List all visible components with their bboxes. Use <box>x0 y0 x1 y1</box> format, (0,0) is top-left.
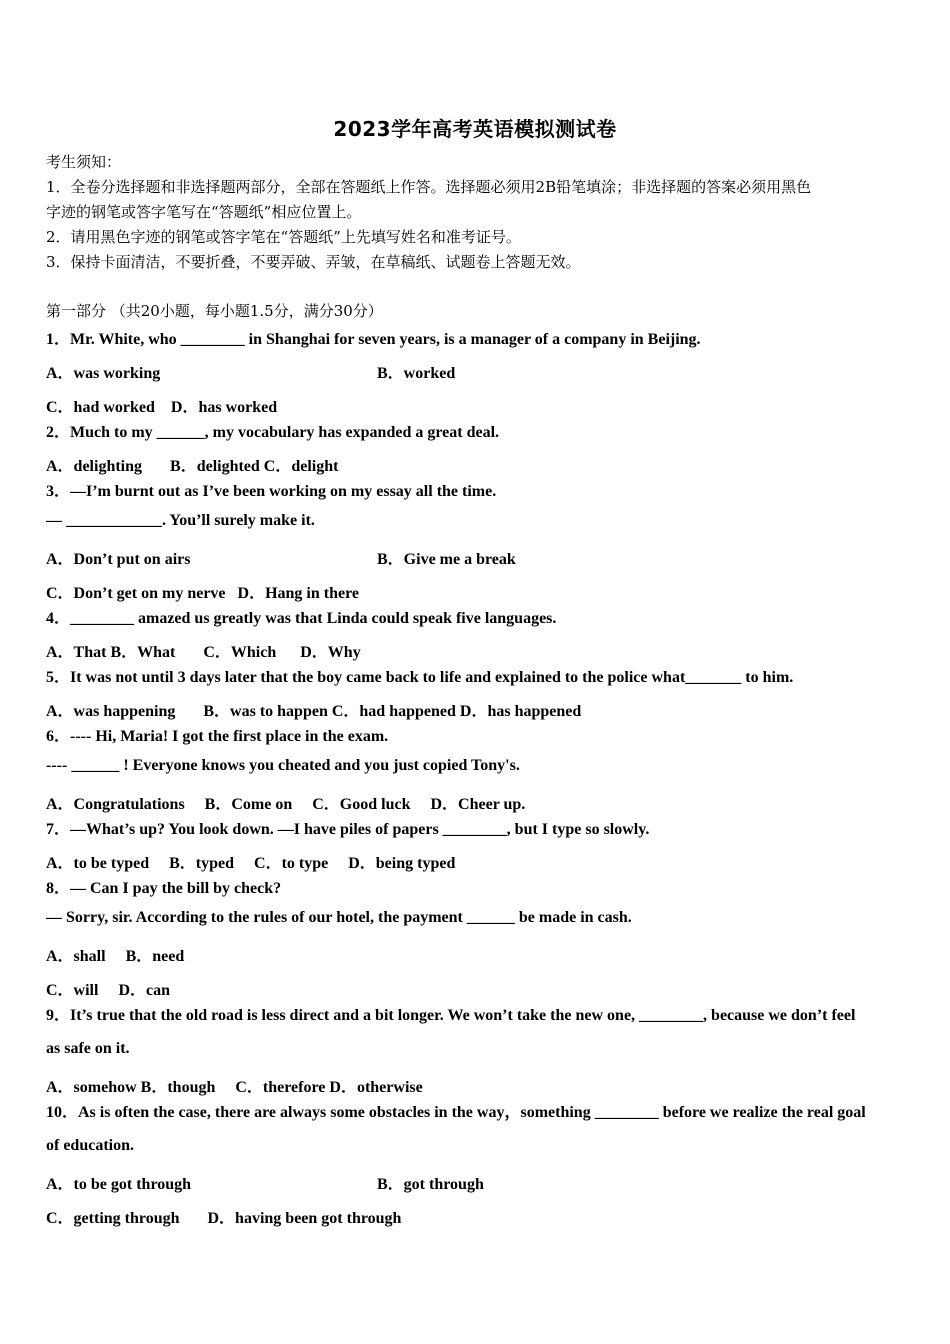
question-2-options: A．delighting B．delighted C．delight <box>46 458 339 475</box>
question-3-option-b: B．Give me a break <box>377 551 516 568</box>
question-1-options-cd: C．had worked D．has worked <box>46 399 278 416</box>
question-10-option-b: B．got through <box>377 1176 484 1193</box>
question-7-options: A．to be typed B．typed C．to type D．being typed <box>46 855 456 872</box>
question-3-option-a: A．Don’t put on airs <box>46 551 191 568</box>
question-6-stem-reply: ---- ______ ! Everyone knows you cheated and you just copied Tony's. <box>46 757 520 774</box>
notice-heading: 考生须知： <box>46 153 122 171</box>
notice-item-3: 3．保持卡面清洁，不要折叠，不要弄破、弄皱，在草稿纸、试题卷上答题无效。 <box>46 253 581 271</box>
question-8-options-ab: A．shall B．need <box>46 948 185 965</box>
question-8-options-cd: C．will D．can <box>46 982 171 999</box>
question-3-stem-reply: — ____________. You’ll surely make it. <box>46 512 315 529</box>
question-4-stem: 4．________ amazed us greatly was that Linda could speak five languages. <box>46 610 557 627</box>
question-3-options-cd: C．Don’t get on my nerve D．Hang in there <box>46 585 360 602</box>
question-5-stem: 5．It was not until 3 days later that the boy came back to life and explained to the police what_______ to him. <box>46 669 794 686</box>
question-7-stem: 7．—What’s up? You look down. —I have piles of papers ________, but I type so slowly. <box>46 821 650 838</box>
question-3-stem: 3．—I’m burnt out as I’ve been working on my essay all the time. <box>46 483 497 500</box>
question-6-stem: 6．---- Hi, Maria! I got the first place in the exam. <box>46 728 389 745</box>
page-title: 2023学年高考英语模拟测试卷 <box>333 117 617 141</box>
question-8-stem: 8．— Can I pay the bill by check? <box>46 880 282 897</box>
question-9-options: A．somehow B．though C．therefore D．otherwise <box>46 1079 423 1096</box>
notice-item-1-cont: 字迹的钢笔或答字笔写在“答题纸”相应位置上。 <box>46 203 362 221</box>
question-1-option-b: B．worked <box>377 365 456 382</box>
question-9-stem: 9．It’s true that the old road is less direct and a bit longer. We won’t take the new one, ________, because we don’t feel <box>46 1007 856 1024</box>
question-10-option-a: A．to be got through <box>46 1176 192 1193</box>
question-4-options: A．That B．What C．Which D．Why <box>46 644 361 661</box>
question-10-options-cd: C．getting through D．having been got through <box>46 1210 402 1227</box>
notice-item-2: 2．请用黑色字迹的钢笔或答字笔在“答题纸”上先填写姓名和准考证号。 <box>46 228 521 246</box>
question-6-options: A．Congratulations B．Come on C．Good luck D．Cheer up. <box>46 796 526 813</box>
question-1-stem: 1．Mr. White, who ________ in Shanghai for seven years, is a manager of a company in Beijing. <box>46 331 701 348</box>
question-10-stem: 10．As is often the case, there are always some obstacles in the way，something ________ before we realize the real goal <box>46 1104 866 1121</box>
question-9-stem-cont: as safe on it. <box>46 1040 130 1057</box>
question-8-stem-reply: — Sorry, sir. According to the rules of our hotel, the payment ______ be made in cash. <box>46 909 632 926</box>
notice-item-1: 1．全卷分选择题和非选择题两部分，全部在答题纸上作答。选择题必须用2B铅笔填涂；非选择题的答案必须用黑色 <box>46 178 812 196</box>
question-10-stem-cont: of education. <box>46 1137 134 1154</box>
question-5-options: A．was happening B．was to happen C．had happened D．has happened <box>46 703 582 720</box>
section-heading: 第一部分 （共20小题，每小题1.5分，满分30分） <box>46 302 383 320</box>
question-1-option-a: A．was working <box>46 365 161 382</box>
question-2-stem: 2．Much to my ______, my vocabulary has expanded a great deal. <box>46 424 500 441</box>
